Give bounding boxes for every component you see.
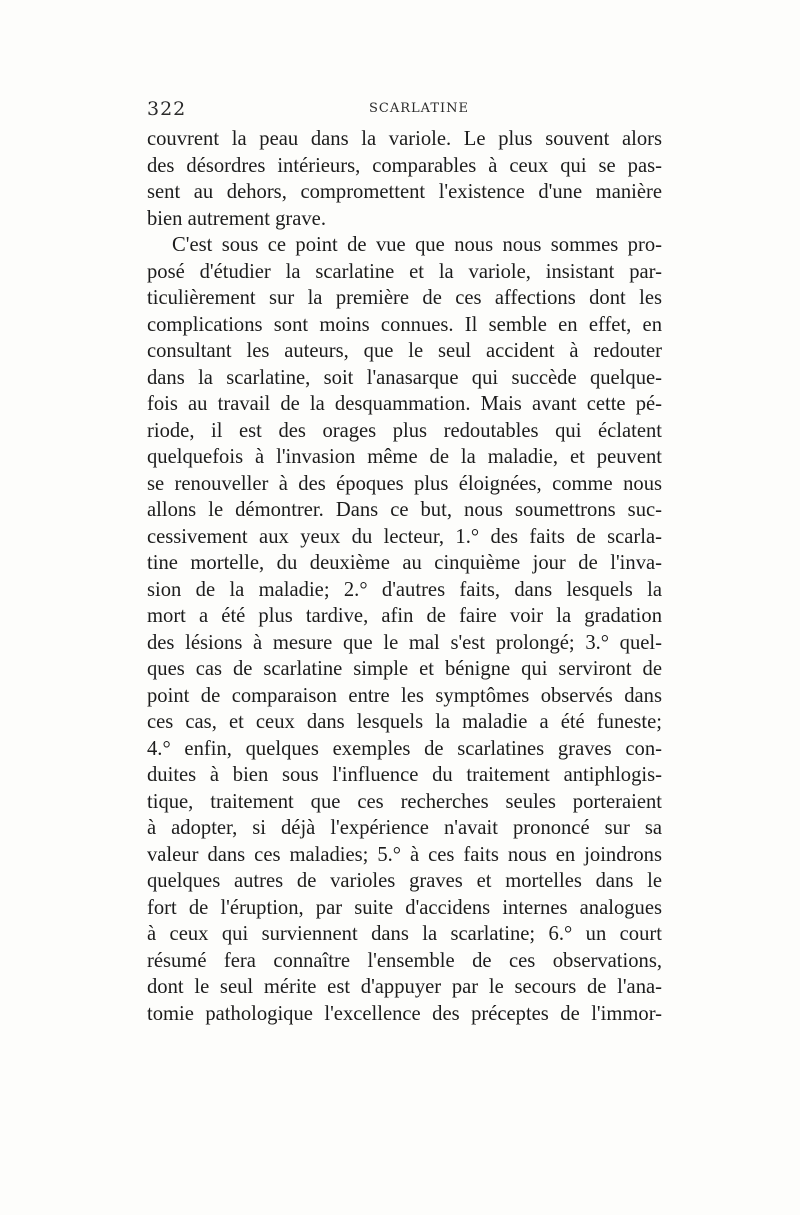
page-number: 322 [147, 98, 187, 120]
text-line: riode, il est des orages plus redoutables qui éclatent [147, 419, 662, 442]
text-line: point de comparaison entre les symptômes observés dans [147, 684, 662, 707]
text-line: tine mortelle, du deuxième au cinquième jour de l'inva- [147, 552, 662, 574]
text-line: 4.° enfin, quelques exemples de scarlatines graves con- [147, 737, 662, 760]
text-line: se renouveller à des époques plus éloignées, comme nous [147, 472, 662, 495]
text-line: C'est sous ce point de vue que nous nous sommes pro- [172, 234, 662, 256]
text-line: complications sont moins connues. Il semble en effet, en [147, 313, 662, 336]
text-line: duites à bien sous l'influence du traitement antiphlogis- [147, 764, 662, 786]
text-line: fort de l'éruption, par suite d'accidens internes analogues [147, 896, 662, 919]
text-line: dont le seul mérite est d'appuyer par le secours de l'ana- [147, 976, 662, 998]
text-line: dans la scarlatine, soit l'anasarque qui succède quelque- [147, 366, 662, 389]
text-line: tomie pathologique l'excellence des préceptes de l'immor- [147, 1002, 662, 1025]
text-line: allons le démontrer. Dans ce but, nous soumettrons suc- [147, 499, 662, 521]
text-line: sent au dehors, compromettent l'existence d'une manière [147, 181, 662, 203]
running-title: SCARLATINE [369, 101, 470, 116]
text-line: mort a été plus tardive, afin de faire voir la gradation [147, 605, 662, 627]
page-header [147, 98, 652, 122]
text-line: quelquefois à l'invasion même de la maladie, et peuvent [147, 446, 662, 468]
text-line: consultant les auteurs, que le seul accident à redouter [147, 340, 662, 362]
text-line: des désordres intérieurs, comparables à ceux qui se pas- [147, 154, 662, 177]
text-line: cessivement aux yeux du lecteur, 1.° des faits de scarla- [147, 525, 662, 548]
text-line: sion de la maladie; 2.° d'autres faits, dans lesquels la [147, 578, 662, 601]
text-line: couvrent la peau dans la variole. Le plus souvent alors [147, 128, 662, 150]
text-line: bien autrement grave. [147, 207, 326, 230]
text-line: ques cas de scarlatine simple et bénigne qui serviront de [147, 658, 662, 680]
body-text [147, 126, 662, 1027]
text-line: ces cas, et ceux dans lesquels la maladie a été funeste; [147, 711, 662, 733]
text-line: fois au travail de la desquammation. Mais avant cette pé- [147, 393, 662, 415]
text-line: à adopter, si déjà l'expérience n'avait prononcé sur sa [147, 817, 662, 839]
text-line: résumé fera connaître l'ensemble de ces observations, [147, 949, 662, 972]
text-line: quelques autres de varioles graves et mortelles dans le [147, 870, 662, 892]
text-line: à ceux qui surviennent dans la scarlatine; 6.° un court [147, 923, 662, 945]
text-line: valeur dans ces maladies; 5.° à ces faits nous en joindrons [147, 843, 662, 866]
text-line: des lésions à mesure que le mal s'est prolongé; 3.° quel- [147, 631, 662, 654]
text-line: ticulièrement sur la première de ces affections dont les [147, 287, 662, 309]
text-line: posé d'étudier la scarlatine et la variole, insistant par- [147, 260, 662, 283]
text-line: tique, traitement que ces recherches seules porteraient [147, 790, 662, 813]
